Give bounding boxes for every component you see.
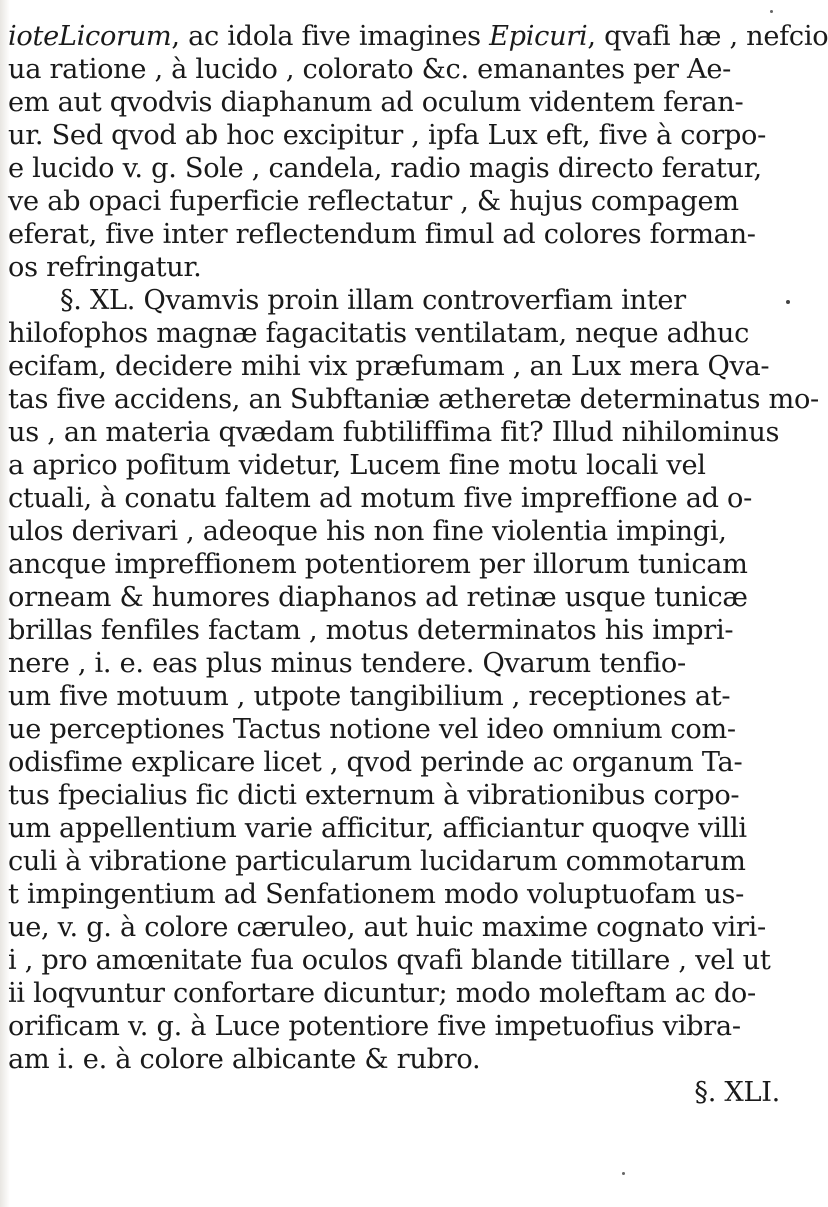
text-line-1	[8, 20, 828, 53]
text-line-15: ctuali, à conatu faltem ad motum five impreffione ad o-	[8, 483, 753, 514]
text-line-17: ancque impreffionem potentiorem per illorum tunicam	[8, 549, 748, 580]
text-line-27: t impingentium ad Senfationem modo voluptuofam us-	[8, 879, 745, 910]
text-line-22: ue perceptiones Tactus notione vel ideo omnium com-	[8, 714, 736, 745]
text-run: , qvafi hæ , nefcio	[587, 21, 828, 52]
text-line-26: culi à vibratione particularum lucidarum commotarum	[8, 846, 746, 877]
text-line-25: um appellentium varie afficitur, afficiantur quoqve villi	[8, 813, 747, 844]
text-line-24: tus fpecialius fic dicti externum à vibrationibus corpo-	[8, 780, 740, 811]
text-line-8: os refringatur.	[8, 252, 202, 283]
section-heading-line: §. XL. Qvamvis proin illam controverfiam inter	[60, 285, 686, 316]
ink-speck	[622, 1172, 625, 1175]
text-line-5: e lucido v. g. Sole , candela, radio magis directo feratur,	[8, 153, 762, 184]
text-line-10: hilofophos magnæ fagacitatis ventilatam, neque adhuc	[8, 318, 750, 349]
text-line-31: orificam v. g. à Luce potentiore five impetuofius vibra-	[8, 1011, 741, 1042]
text-line-20: nere , i. e. eas plus minus tendere. Qvarum tenfio-	[8, 648, 686, 679]
catchword: §. XLI.	[694, 1077, 780, 1108]
text-line-23: odisfime explicare licet , qvod perinde ac organum Ta-	[8, 747, 743, 778]
text-run: , ac idola five imagines	[171, 21, 490, 52]
text-line-4: ur. Sed qvod ab hoc excipitur , ipfa Lux eft, five à corpo-	[8, 120, 767, 151]
ink-speck	[786, 300, 790, 304]
text-line-28: ue, v. g. à colore cæruleo, aut huic maxime cognato viri-	[8, 912, 766, 943]
text-line-29: i , pro amœnitate fua oculos qvafi blande titillare , vel ut	[8, 945, 771, 976]
text-line-14: a aprico pofitum videtur, Lucem fine motu locali vel	[8, 450, 706, 481]
text-line-6: ve ab opaci fuperficie reflectatur , & hujus compagem	[8, 186, 739, 217]
italic-name: Epicuri	[489, 21, 588, 52]
text-line-18: orneam & humores diaphanos ad retinæ usque tunicæ	[8, 582, 748, 613]
ink-speck	[770, 10, 773, 13]
text-line-21: um five motuum , utpote tangibilium , receptiones at-	[8, 681, 731, 712]
text-line-13: us , an materia qvædam fubtiliffima fit? Illud nihilominus	[8, 417, 780, 448]
text-line-12: tas five accidens, an Subftaniæ ætheretæ determinatus mo-	[8, 384, 819, 415]
text-line-11: ecifam, decidere mihi vix præfumam , an Lux mera Qva-	[8, 351, 770, 382]
text-line-32: am i. e. à colore albicante & rubro.	[8, 1044, 481, 1075]
text-line-30: ii loqvuntur confortare dicuntur; modo moleftam ac do-	[8, 978, 756, 1009]
text-line-7: eferat, five inter reflectendum fimul ad colores forman-	[8, 219, 756, 250]
text-line-19: brillas fenfiles factam , motus determinatos his impri-	[8, 615, 734, 646]
italic-word: ioteLicorum	[8, 21, 172, 52]
text-line-2: ua ratione , à lucido , colorato &c. emanantes per Ae-	[8, 54, 732, 85]
text-block	[8, 20, 828, 1109]
text-line-16: ulos derivari , adeoque his non fine violentia impingi,	[8, 516, 727, 547]
text-line-3: em aut qvodvis diaphanum ad oculum videntem feran-	[8, 87, 744, 118]
